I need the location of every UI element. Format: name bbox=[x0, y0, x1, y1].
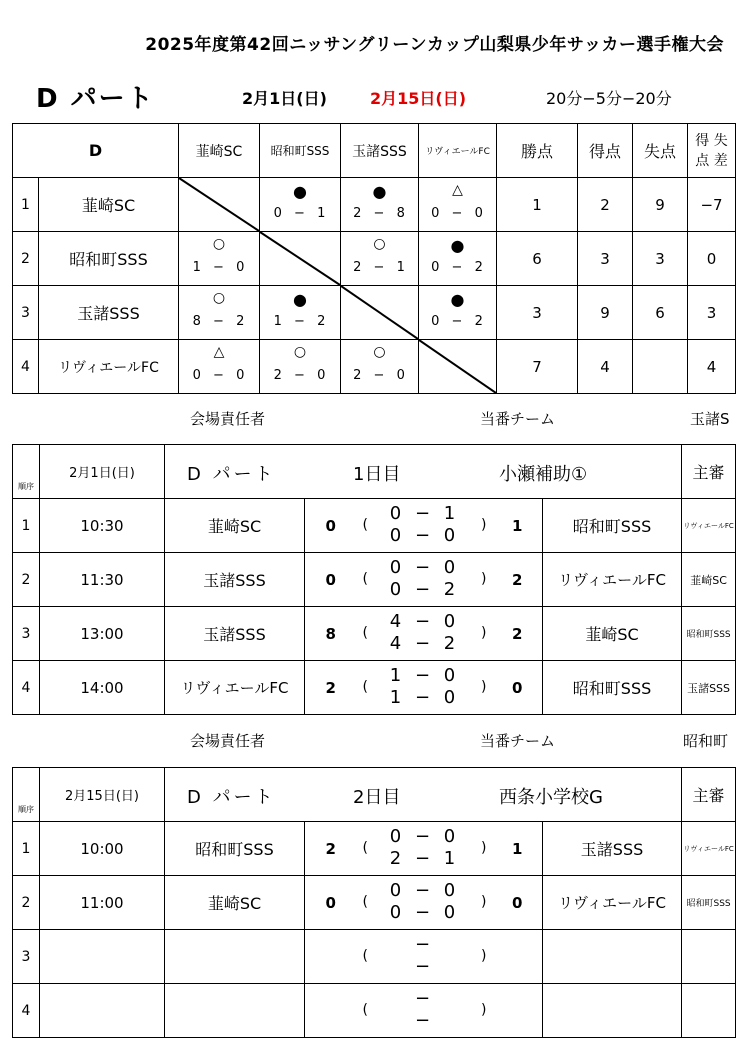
home-score: 2 bbox=[305, 661, 357, 715]
stat-pts: 1 bbox=[497, 178, 578, 232]
referee-team bbox=[682, 930, 736, 984]
diagonal-line bbox=[419, 340, 496, 393]
diagonal-line bbox=[260, 232, 340, 285]
result-cell bbox=[341, 232, 419, 286]
match-number: 1 bbox=[13, 822, 40, 876]
order-label bbox=[13, 445, 40, 499]
home-team: 昭和町SSS bbox=[165, 822, 305, 876]
first-half-score: 4 − 0 bbox=[389, 610, 460, 632]
first-half-score: − bbox=[414, 933, 435, 955]
away-team: リヴィエールFC bbox=[543, 876, 682, 930]
points-header: 勝点 bbox=[497, 124, 578, 178]
match-number: 3 bbox=[13, 607, 40, 661]
result-cell bbox=[260, 286, 341, 340]
referee-team: 韮崎SC bbox=[682, 553, 736, 607]
second-half-score: 0 − 0 bbox=[389, 901, 460, 923]
half-scores bbox=[357, 822, 493, 876]
match-number: 4 bbox=[13, 984, 40, 1038]
second-half-score: 1 − 0 bbox=[389, 686, 460, 708]
home-score bbox=[305, 984, 357, 1038]
paren-right: ) bbox=[481, 893, 487, 910]
half-scores bbox=[357, 876, 493, 930]
result-score: 0 − 0 bbox=[192, 368, 246, 383]
page-title: 2025年度第42回ニッサングリーンカップ山梨県少年サッカー選手権大会 bbox=[145, 35, 724, 55]
away-score bbox=[493, 984, 543, 1038]
result-score: 1 − 0 bbox=[192, 260, 246, 275]
stat-ga bbox=[633, 340, 688, 394]
stat-gd: 3 bbox=[688, 286, 736, 340]
result-symbol-icon: ● bbox=[293, 290, 307, 309]
home-team: 韮崎SC bbox=[165, 499, 305, 553]
order-label-text: 順序 bbox=[18, 482, 34, 491]
result-score: 8 − 2 bbox=[192, 314, 246, 329]
row-number: 3 bbox=[13, 286, 39, 340]
paren-right: ) bbox=[481, 839, 487, 856]
half-scores bbox=[357, 499, 493, 553]
paren-left: ( bbox=[362, 947, 368, 964]
result-score: 2 − 8 bbox=[353, 206, 406, 221]
schedule-day2-table bbox=[12, 767, 736, 1038]
match-timing: 20分−5分−20分 bbox=[546, 89, 672, 108]
stat-pts: 6 bbox=[497, 232, 578, 286]
paren-right: ) bbox=[481, 570, 487, 587]
stat-ga: 6 bbox=[633, 286, 688, 340]
match-time: 11:00 bbox=[40, 876, 165, 930]
goal-diff-header: 得 失 点 差 bbox=[688, 124, 736, 178]
away-score: 0 bbox=[493, 661, 543, 715]
first-half-score: 0 − 0 bbox=[389, 556, 460, 578]
stat-pts: 7 bbox=[497, 340, 578, 394]
referee-team: リヴィエールFC bbox=[682, 822, 736, 876]
away-team: リヴィエールFC bbox=[543, 553, 682, 607]
team-name: 昭和町SSS bbox=[39, 232, 179, 286]
date-day2: 2月15日(日) bbox=[370, 89, 467, 108]
away-score: 1 bbox=[493, 499, 543, 553]
match-row bbox=[13, 876, 736, 930]
away-score: 0 bbox=[493, 876, 543, 930]
result-score: 0 − 2 bbox=[431, 260, 484, 275]
paren-left: ( bbox=[362, 839, 368, 856]
standings-row bbox=[13, 232, 736, 286]
goals-for-header: 得点 bbox=[578, 124, 633, 178]
stat-gf: 3 bbox=[578, 232, 633, 286]
stat-gf: 4 bbox=[578, 340, 633, 394]
referee-label: 主審 bbox=[682, 445, 736, 499]
standings-team-header: リヴィエールFC bbox=[419, 124, 497, 178]
result-score: 2 − 1 bbox=[353, 260, 406, 275]
referee-team: 玉諸SSS bbox=[682, 661, 736, 715]
match-time bbox=[40, 930, 165, 984]
home-score: 0 bbox=[305, 553, 357, 607]
team-name: 韮崎SC bbox=[39, 178, 179, 232]
schedule-date: 2月15日(日) bbox=[40, 768, 165, 822]
row-number: 2 bbox=[13, 232, 39, 286]
match-row bbox=[13, 930, 736, 984]
self-match-cell bbox=[260, 232, 341, 286]
paren-left: ( bbox=[362, 1001, 368, 1018]
match-number: 2 bbox=[13, 876, 40, 930]
home-team: リヴィエールFC bbox=[165, 661, 305, 715]
referee-team: 昭和町SSS bbox=[682, 876, 736, 930]
standings-team-header: 玉諸SSS bbox=[341, 124, 419, 178]
stat-pts: 3 bbox=[497, 286, 578, 340]
match-time: 13:00 bbox=[40, 607, 165, 661]
self-match-cell bbox=[419, 340, 497, 394]
standings-table bbox=[12, 123, 736, 394]
half-scores bbox=[357, 553, 493, 607]
paren-right: ) bbox=[481, 624, 487, 641]
first-half-score: 0 − 0 bbox=[389, 825, 460, 847]
schedule-venue: 小瀬補助① bbox=[499, 464, 588, 485]
diagonal-line bbox=[341, 286, 418, 339]
match-row bbox=[13, 661, 736, 715]
match-time: 10:30 bbox=[40, 499, 165, 553]
paren-left: ( bbox=[362, 516, 368, 533]
standings-row bbox=[13, 178, 736, 232]
result-cell bbox=[341, 340, 419, 394]
first-half-score: 0 − 0 bbox=[389, 879, 460, 901]
self-match-cell bbox=[341, 286, 419, 340]
referee-team bbox=[682, 984, 736, 1038]
home-team: 玉諸SSS bbox=[165, 607, 305, 661]
first-half-score: − bbox=[414, 987, 435, 1009]
result-score: 2 − 0 bbox=[353, 368, 406, 383]
half-scores bbox=[357, 661, 493, 715]
result-cell bbox=[179, 232, 260, 286]
result-score: 0 − 0 bbox=[431, 206, 484, 221]
match-number: 3 bbox=[13, 930, 40, 984]
paren-left: ( bbox=[362, 678, 368, 695]
result-score: 0 − 1 bbox=[273, 206, 327, 221]
goals-against-header: 失点 bbox=[633, 124, 688, 178]
result-symbol-icon: ● bbox=[450, 290, 465, 309]
standings-team-header: 韮崎SC bbox=[179, 124, 260, 178]
schedule-date: 2月1日(日) bbox=[40, 445, 165, 499]
standings-team-header: 昭和町SSS bbox=[260, 124, 341, 178]
away-score: 2 bbox=[493, 553, 543, 607]
result-score: 2 − 0 bbox=[273, 368, 327, 383]
venue-manager-label: 会場責任者 bbox=[190, 732, 266, 750]
stat-gd: −7 bbox=[688, 178, 736, 232]
referee-team: リヴィエールFC bbox=[682, 499, 736, 553]
stat-gd: 0 bbox=[688, 232, 736, 286]
match-row bbox=[13, 499, 736, 553]
team-name: リヴィエールFC bbox=[39, 340, 179, 394]
home-team bbox=[165, 984, 305, 1038]
home-score: 0 bbox=[305, 876, 357, 930]
match-row bbox=[13, 607, 736, 661]
result-symbol-icon: △ bbox=[452, 182, 463, 198]
home-score: 8 bbox=[305, 607, 357, 661]
duty-team-value: 玉諸S bbox=[690, 410, 730, 428]
result-cell bbox=[260, 178, 341, 232]
stat-ga: 3 bbox=[633, 232, 688, 286]
row-number: 1 bbox=[13, 178, 39, 232]
half-scores bbox=[357, 930, 493, 984]
paren-right: ) bbox=[481, 947, 487, 964]
away-score: 2 bbox=[493, 607, 543, 661]
away-score bbox=[493, 930, 543, 984]
row-number: 4 bbox=[13, 340, 39, 394]
duty-team-label: 当番チーム bbox=[480, 732, 556, 750]
schedule-day: 1日目 bbox=[353, 464, 401, 485]
match-time: 11:30 bbox=[40, 553, 165, 607]
first-half-score: 1 − 0 bbox=[389, 664, 460, 686]
result-symbol-icon: ○ bbox=[373, 236, 386, 252]
paren-left: ( bbox=[362, 893, 368, 910]
result-symbol-icon: ● bbox=[293, 182, 307, 201]
match-row bbox=[13, 822, 736, 876]
result-cell bbox=[179, 340, 260, 394]
schedule-title bbox=[165, 445, 682, 499]
away-team: 玉諸SSS bbox=[543, 822, 682, 876]
paren-right: ) bbox=[481, 516, 487, 533]
paren-right: ) bbox=[481, 678, 487, 695]
paren-left: ( bbox=[362, 624, 368, 641]
paren-right: ) bbox=[481, 1001, 487, 1018]
first-half-score: 0 − 1 bbox=[389, 502, 460, 524]
result-symbol-icon: △ bbox=[213, 344, 225, 360]
result-score: 0 − 2 bbox=[431, 314, 484, 329]
stat-gd: 4 bbox=[688, 340, 736, 394]
half-scores bbox=[357, 984, 493, 1038]
self-match-cell bbox=[179, 178, 260, 232]
schedule-header-row bbox=[13, 768, 736, 822]
stat-gf: 9 bbox=[578, 286, 633, 340]
away-team: 韮崎SC bbox=[543, 607, 682, 661]
result-symbol-icon: ○ bbox=[293, 344, 307, 360]
schedule-part: D パート bbox=[187, 787, 276, 808]
match-number: 2 bbox=[13, 553, 40, 607]
paren-left: ( bbox=[362, 570, 368, 587]
second-half-score: 2 − 1 bbox=[389, 847, 460, 869]
duty-team-label: 当番チーム bbox=[480, 410, 556, 428]
order-label-text: 順序 bbox=[18, 805, 34, 814]
home-team: 韮崎SC bbox=[165, 876, 305, 930]
duty-team-value: 昭和町 bbox=[683, 732, 729, 750]
match-number: 4 bbox=[13, 661, 40, 715]
result-symbol-icon: ● bbox=[372, 182, 387, 201]
match-row bbox=[13, 553, 736, 607]
second-half-score: 0 − 2 bbox=[389, 578, 460, 600]
part-label: D パート bbox=[36, 84, 155, 114]
second-half-score: 4 − 2 bbox=[389, 632, 460, 654]
schedule-part: D パート bbox=[187, 464, 276, 485]
schedule-header-row bbox=[13, 445, 736, 499]
away-team: 昭和町SSS bbox=[543, 661, 682, 715]
referee-label: 主審 bbox=[682, 768, 736, 822]
venue-manager-label: 会場責任者 bbox=[190, 410, 266, 428]
stat-ga: 9 bbox=[633, 178, 688, 232]
standings-row bbox=[13, 340, 736, 394]
home-team bbox=[165, 930, 305, 984]
result-symbol-icon: ● bbox=[450, 236, 465, 255]
home-score bbox=[305, 930, 357, 984]
away-team: 昭和町SSS bbox=[543, 499, 682, 553]
referee-team: 昭和町SSS bbox=[682, 607, 736, 661]
match-row bbox=[13, 984, 736, 1038]
schedule-title bbox=[165, 768, 682, 822]
standings-row bbox=[13, 286, 736, 340]
second-half-score: − bbox=[414, 1009, 435, 1031]
result-cell bbox=[179, 286, 260, 340]
result-cell bbox=[419, 286, 497, 340]
second-half-score: − bbox=[414, 955, 435, 977]
schedule-day1-table bbox=[12, 444, 736, 715]
away-score: 1 bbox=[493, 822, 543, 876]
result-symbol-icon: ○ bbox=[212, 290, 226, 306]
half-scores bbox=[357, 607, 493, 661]
result-score: 1 − 2 bbox=[273, 314, 327, 329]
match-time bbox=[40, 984, 165, 1038]
schedule-day: 2日目 bbox=[353, 787, 401, 808]
result-cell bbox=[341, 178, 419, 232]
date-day1: 2月1日(日) bbox=[242, 89, 327, 108]
diagonal-line bbox=[179, 178, 259, 231]
second-half-score: 0 − 0 bbox=[389, 524, 460, 546]
match-time: 10:00 bbox=[40, 822, 165, 876]
result-symbol-icon: ○ bbox=[212, 236, 226, 252]
team-name: 玉諸SSS bbox=[39, 286, 179, 340]
schedule-venue: 西条小学校G bbox=[499, 787, 603, 808]
away-team bbox=[543, 930, 682, 984]
match-number: 1 bbox=[13, 499, 40, 553]
result-cell bbox=[419, 232, 497, 286]
result-cell bbox=[419, 178, 497, 232]
order-label bbox=[13, 768, 40, 822]
away-team bbox=[543, 984, 682, 1038]
home-score: 2 bbox=[305, 822, 357, 876]
home-score: 0 bbox=[305, 499, 357, 553]
match-time: 14:00 bbox=[40, 661, 165, 715]
result-cell bbox=[260, 340, 341, 394]
result-symbol-icon: ○ bbox=[373, 344, 386, 360]
stat-gf: 2 bbox=[578, 178, 633, 232]
standings-corner: D bbox=[13, 124, 179, 178]
home-team: 玉諸SSS bbox=[165, 553, 305, 607]
